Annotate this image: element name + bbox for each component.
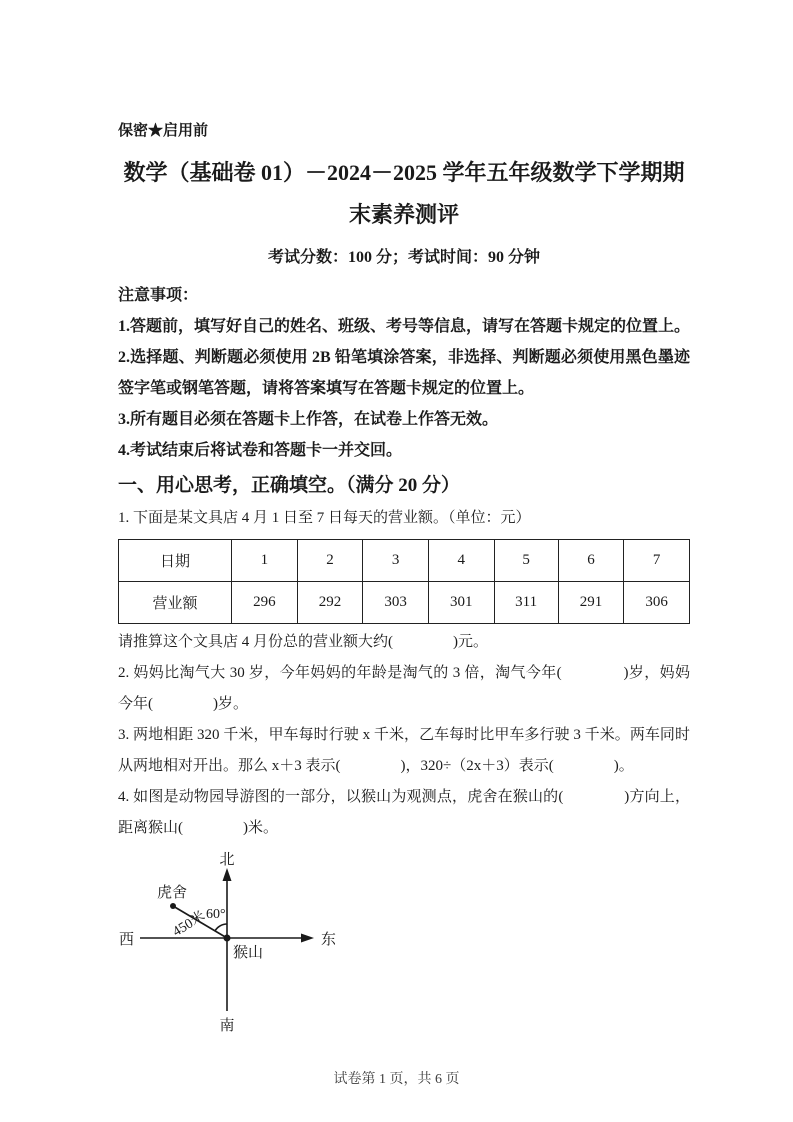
question-1-followup: 请推算这个文具店 4 月份总的营业额大约( )元。	[118, 634, 488, 650]
question-1-text: 1. 下面是某文具店 4 月 1 日至 7 日每天的营业额。（单位：元）	[118, 510, 531, 526]
table-cell: 303	[363, 582, 429, 624]
table-cell: 291	[558, 582, 624, 624]
table-row-dates	[119, 540, 690, 582]
east-label: 东	[321, 932, 337, 948]
east-arrowhead-icon	[301, 934, 314, 943]
security-notice: 保密★启用前	[118, 123, 209, 139]
notice-item-4: 4.考试结束后将试卷和答题卡一并交回。	[118, 442, 403, 459]
table-cell: 306	[624, 582, 690, 624]
tiger-house-label: 虎舍	[156, 885, 188, 901]
table-cell: 296	[232, 582, 298, 624]
table-cell: 3	[363, 540, 429, 582]
notices-block	[118, 280, 690, 466]
question-4-text: 4. 如图是动物园导游图的一部分，以猴山为观测点，虎舍在猴山的( )方向上，距离猴山( )米。	[118, 789, 690, 836]
table-cell: 2	[297, 540, 363, 582]
question-3-text: 3. 两地相距 320 千米，甲车每时行驶 x 千米，乙车每时比甲车多行驶 3 千米。两车同时从两地相对开出。那么 x＋3 表示( )，320÷（2x＋3）表示( )。	[118, 727, 690, 774]
distance-label: 450米	[170, 908, 209, 940]
table-cell: 311	[494, 582, 558, 624]
table-cell: 301	[428, 582, 494, 624]
notice-item-2: 2.选择题、判断题必须使用 2B 铅笔填涂答案，非选择、判断题必须使用黑色墨迹签字笔或钢笔答题，请将答案填写在答题卡规定的位置上。	[118, 349, 690, 397]
south-label: 南	[219, 1018, 235, 1034]
page-footer: 试卷第 1 页，共 6 页	[333, 1072, 460, 1087]
monkey-hill-label: 猴山	[233, 945, 264, 961]
table-row-revenues	[119, 582, 690, 624]
angle-arc	[215, 924, 227, 931]
angle-label: 60°	[206, 907, 226, 922]
tiger-house-point	[170, 903, 176, 909]
table-cell: 4	[428, 540, 494, 582]
table-cell: 292	[297, 582, 363, 624]
west-label: 西	[118, 932, 134, 948]
north-label: 北	[219, 852, 235, 868]
section1-heading: 一、用心思考，正确填空。（满分 20 分）	[118, 475, 461, 496]
table-cell-date-label: 日期	[119, 540, 232, 582]
table-cell: 1	[232, 540, 298, 582]
notice-item-3: 3.所有题目必须在答题卡上作答，在试卷上作答无效。	[118, 411, 499, 428]
exam-info-line: 考试分数：100 分；考试时间：90 分钟	[267, 249, 540, 266]
table-cell-revenue-label: 营业额	[119, 582, 232, 624]
compass-direction-diagram	[118, 850, 368, 1045]
table-cell: 7	[624, 540, 690, 582]
table-cell: 6	[558, 540, 624, 582]
notice-item-1: 1.答题前，填写好自己的姓名、班级、考号等信息，请写在答题卡规定的位置上。	[118, 318, 691, 335]
monkey-hill-point	[224, 935, 231, 942]
notices-heading: 注意事项：	[118, 287, 199, 304]
north-arrowhead-icon	[223, 868, 232, 881]
question-2-text: 2. 妈妈比淘气大 30 岁，今年妈妈的年龄是淘气的 3 倍，淘气今年( )岁，妈妈今年( )岁。	[118, 665, 690, 712]
revenue-table	[118, 539, 690, 624]
table-cell: 5	[494, 540, 558, 582]
exam-title: 数学（基础卷 01）－2024－2025 学年五年级数学下学期期末素养测评	[123, 160, 685, 227]
